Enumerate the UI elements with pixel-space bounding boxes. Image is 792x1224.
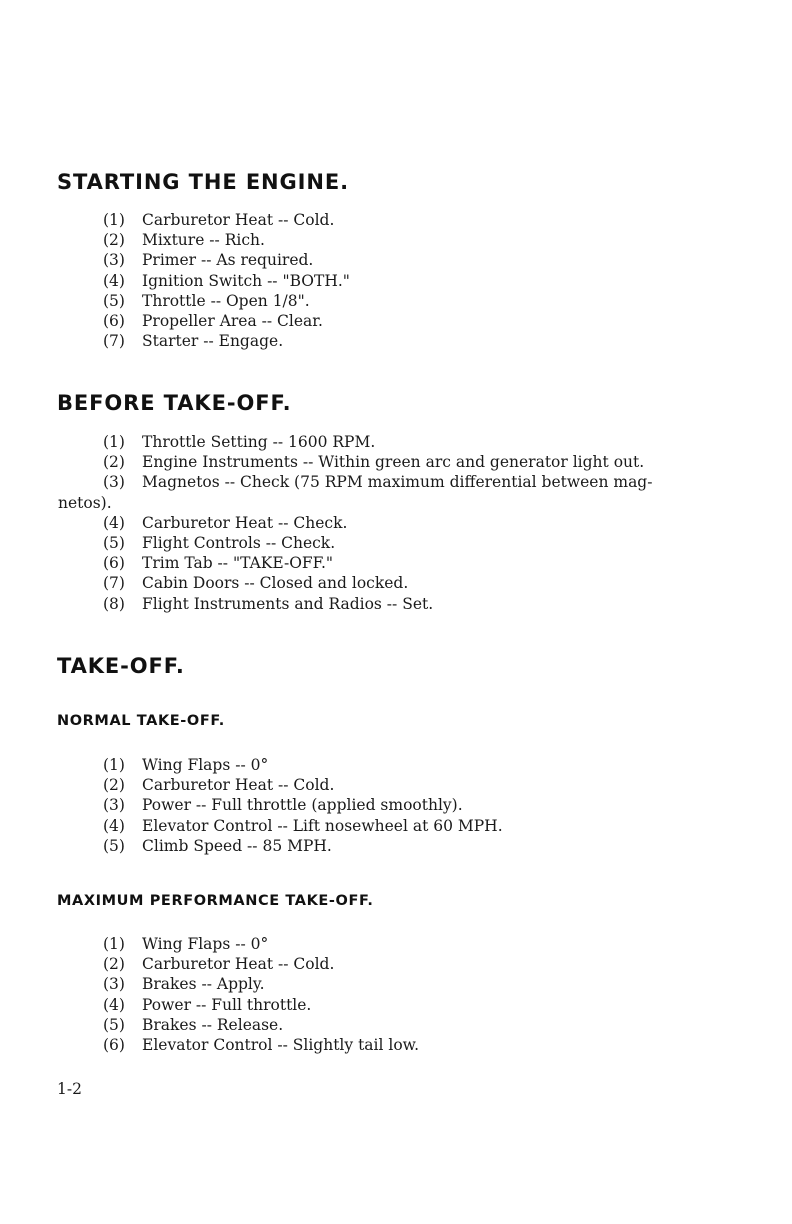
subsection-title-normal-takeoff: NORMAL TAKE-OFF. <box>57 713 225 729</box>
item-number: (2) <box>103 231 125 250</box>
list-item <box>103 1015 419 1035</box>
item-text: Carburetor Heat -- Cold. <box>142 211 335 229</box>
item-text: Throttle -- Open 1/8". <box>142 291 310 310</box>
item-number: (2) <box>103 453 125 472</box>
max-performance-takeoff-checklist <box>103 934 419 1055</box>
starting-engine-checklist <box>103 210 350 351</box>
item-text: Power -- Full throttle. <box>142 995 312 1014</box>
list-item <box>103 573 652 593</box>
item-number: (4) <box>103 816 125 835</box>
item-number: (6) <box>103 1035 125 1054</box>
item-text: Elevator Control -- Slightly tail low. <box>142 1035 420 1054</box>
section-title-before-takeoff: BEFORE TAKE-OFF. <box>57 391 292 415</box>
item-text: Carburetor Heat -- Check. <box>142 513 348 532</box>
item-text: Wing Flaps -- 0° <box>142 756 269 774</box>
item-number: (1) <box>103 756 125 774</box>
item-number: (8) <box>103 594 125 613</box>
list-item <box>103 995 419 1015</box>
item-number: (4) <box>103 513 125 532</box>
list-item <box>103 795 503 815</box>
item-number: (1) <box>103 211 125 229</box>
list-item <box>103 934 419 954</box>
list-item <box>103 836 503 856</box>
list-item <box>103 291 350 311</box>
item-text: Ignition Switch -- "BOTH." <box>142 271 350 290</box>
item-text: Carburetor Heat -- Cold. <box>142 955 335 974</box>
item-text: Magnetos -- Check (75 RPM maximum differential between mag- <box>142 473 653 492</box>
section-title-takeoff: TAKE-OFF. <box>57 654 185 678</box>
item-text: Wing Flaps -- 0° <box>142 935 269 953</box>
item-text: Cabin Doors -- Closed and locked. <box>142 574 409 593</box>
item-number: (4) <box>103 995 125 1014</box>
list-item <box>103 533 652 553</box>
item-number: (6) <box>103 311 125 330</box>
item-number: (5) <box>103 291 125 310</box>
item-number: (1) <box>103 935 125 953</box>
normal-takeoff-checklist <box>103 755 503 856</box>
list-item <box>103 755 503 775</box>
item-number: (7) <box>103 332 125 351</box>
item-text: Carburetor Heat -- Cold. <box>142 776 335 795</box>
item-text: Mixture -- Rich. <box>142 231 265 250</box>
item-text: Throttle Setting -- 1600 RPM. <box>142 433 376 451</box>
page-number: 1-2 <box>57 1080 82 1098</box>
item-number: (1) <box>103 433 125 451</box>
item-number: (6) <box>103 554 125 573</box>
item-number: (5) <box>103 836 125 855</box>
before-takeoff-checklist <box>58 432 653 614</box>
list-item <box>103 230 350 250</box>
list-item <box>103 472 652 492</box>
subsection-title-max-performance-takeoff: MAXIMUM PERFORMANCE TAKE-OFF. <box>57 893 374 909</box>
list-item <box>103 452 652 472</box>
item-number: (4) <box>103 271 125 290</box>
item-text: Brakes -- Release. <box>142 1015 284 1034</box>
item-number: (2) <box>103 776 125 795</box>
list-item <box>103 311 350 331</box>
list-item <box>103 553 652 573</box>
list-item <box>103 954 419 974</box>
item-text-continuation: netos). <box>58 493 112 512</box>
list-item <box>103 816 503 836</box>
list-item <box>103 432 652 452</box>
item-text: Engine Instruments -- Within green arc and generator light out. <box>142 453 645 472</box>
list-item <box>103 331 350 351</box>
list-item <box>103 250 350 270</box>
list-item-continuation <box>58 493 652 513</box>
item-text: Starter -- Engage. <box>142 332 284 351</box>
list-item <box>103 974 419 994</box>
item-text: Primer -- As required. <box>142 251 314 270</box>
item-number: (2) <box>103 955 125 974</box>
list-item <box>103 1035 419 1055</box>
item-text: Trim Tab -- "TAKE-OFF." <box>142 554 334 573</box>
item-number: (3) <box>103 473 125 492</box>
item-number: (5) <box>103 533 125 552</box>
item-number: (3) <box>103 975 125 994</box>
item-number: (3) <box>103 796 125 815</box>
item-text: Elevator Control -- Lift nosewheel at 60 MPH. <box>142 816 503 835</box>
item-text: Flight Controls -- Check. <box>142 533 336 552</box>
item-text: Climb Speed -- 85 MPH. <box>142 836 332 855</box>
list-item <box>103 513 652 533</box>
item-text: Propeller Area -- Clear. <box>142 311 323 330</box>
item-text: Flight Instruments and Radios -- Set. <box>142 594 434 613</box>
item-number: (3) <box>103 251 125 270</box>
item-text: Brakes -- Apply. <box>142 975 265 994</box>
section-title-starting-engine: STARTING THE ENGINE. <box>57 170 349 194</box>
list-item <box>103 594 652 614</box>
list-item <box>103 210 350 230</box>
item-number: (7) <box>103 574 125 593</box>
item-text: Power -- Full throttle (applied smoothly). <box>142 796 463 815</box>
list-item <box>103 271 350 291</box>
item-number: (5) <box>103 1015 125 1034</box>
list-item <box>103 775 503 795</box>
